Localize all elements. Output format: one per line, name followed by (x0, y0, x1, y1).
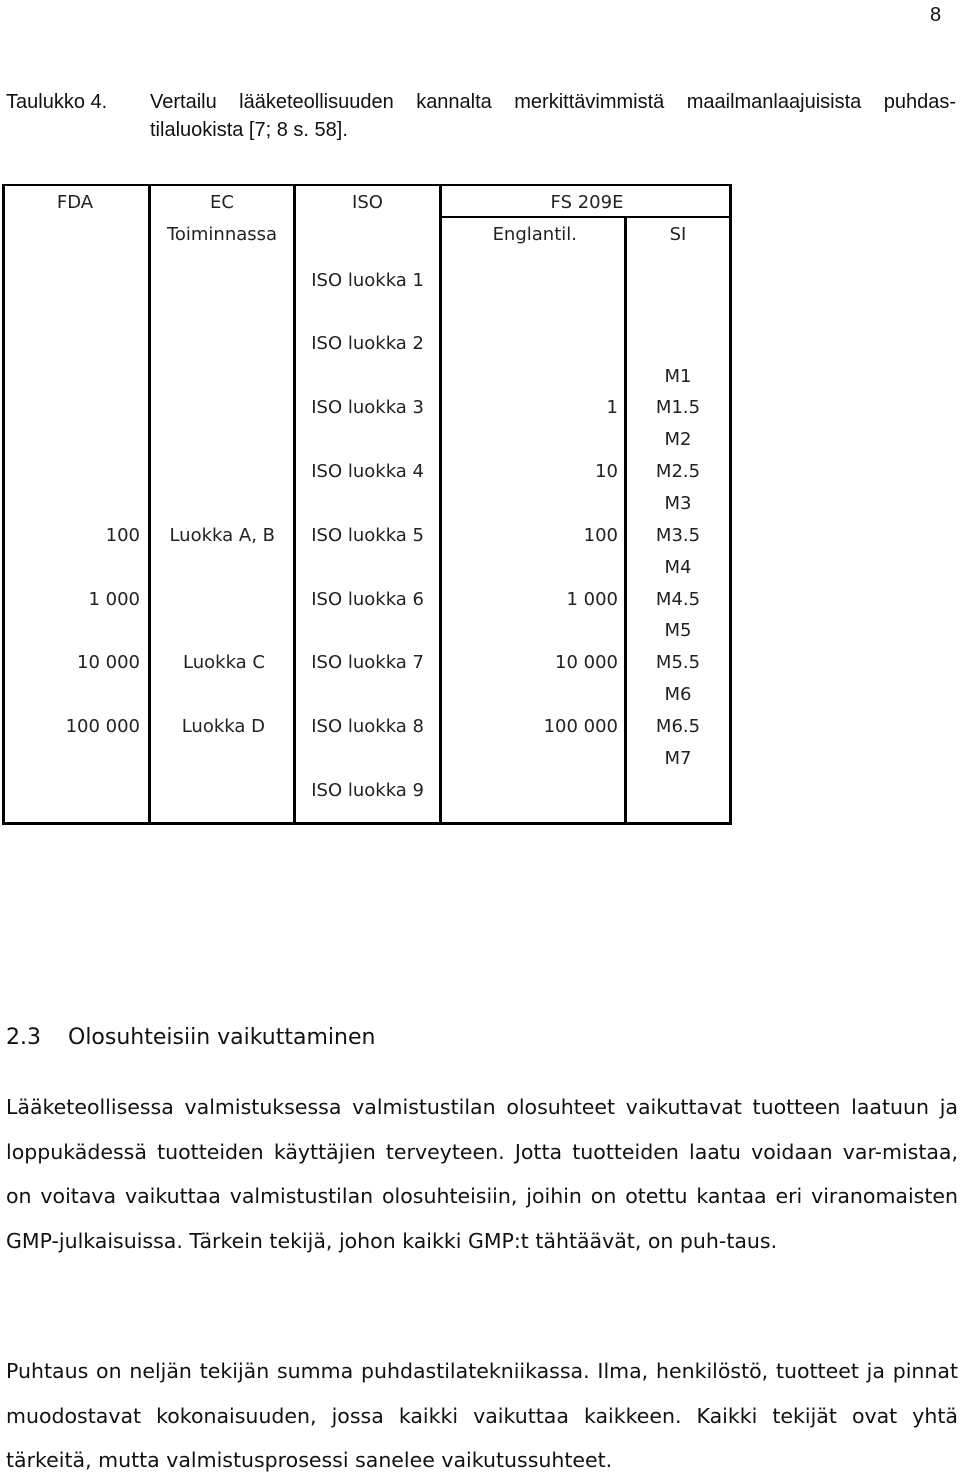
header-fs: FS 209E (550, 192, 624, 213)
si-class-cell: M4 (664, 557, 692, 578)
caption-text: Vertailu lääketeollisuuden kannalta merkittävimmistä maailmanlaajuisista puhdas-tilaluokista [7; 8 s. 58]. (150, 91, 956, 141)
english-class-cell: 10 (595, 461, 618, 482)
header-ec-sub: Toiminnassa (166, 224, 278, 245)
iso-class-cell: ISO luokka 5 (311, 525, 424, 546)
cleanroom-class-table (2, 184, 732, 824)
iso-class-cell: ISO luokka 9 (311, 780, 424, 801)
english-class-cell: 100 (583, 525, 618, 546)
iso-class-cell: ISO luokka 8 (311, 716, 424, 737)
si-class-cell: M6.5 (655, 716, 701, 737)
section-number: 2.3 (6, 1025, 41, 1050)
si-class-cell: M5.5 (655, 652, 701, 673)
si-class-cell: M1 (664, 366, 692, 387)
si-class-cell: M6 (664, 684, 692, 705)
si-class-cell: M4.5 (655, 589, 701, 610)
english-class-cell: 1 000 (566, 589, 618, 610)
si-class-cell: M2.5 (655, 461, 701, 482)
iso-class-cell: ISO luokka 4 (311, 461, 424, 482)
table-border-right (729, 184, 732, 824)
header-fda: FDA (56, 192, 94, 213)
header-ec: EC (210, 192, 234, 213)
fda-class-cell: 100 000 (65, 716, 140, 737)
fda-class-cell: 10 000 (77, 652, 140, 673)
body-paragraph-1: Lääketeollisessa valmistuksessa valmistustilan olosuhteet vaikuttavat tuotteen laatuun ja loppukädessä tuotteiden käyttäjien terveyteen. Jotta tuotteiden laatu voidaan var-mistaa, on voitava vaikuttaa valmistustilan olosuhteisiin, joihin on otettu kantaa eri viranomaisten GMP-julkaisuissa. Tärkein tekijä, johon kaikki GMP:t tähtäävät, on puh-taus. (6, 1095, 958, 1253)
caption-label: Taulukko 4. (6, 91, 108, 113)
iso-class-cell: ISO luokka 3 (311, 397, 424, 418)
page-number: 8 (930, 4, 942, 26)
si-class-cell: M7 (664, 748, 692, 769)
si-class-cell: M3.5 (655, 525, 701, 546)
ec-class-cell: Luokka D (181, 716, 265, 737)
iso-class-cell: ISO luokka 6 (311, 589, 424, 610)
iso-class-cell: ISO luokka 2 (311, 333, 424, 354)
si-class-cell: M3 (664, 493, 692, 514)
fda-class-cell: 1 000 (88, 589, 140, 610)
english-class-cell: 100 000 (543, 716, 618, 737)
header-fs-english: Englantil. (492, 224, 577, 245)
header-iso: ISO (352, 192, 383, 213)
ec-class-cell: Luokka A, B (169, 525, 275, 546)
english-class-cell: 1 (606, 397, 618, 418)
si-class-cell: M5 (664, 620, 692, 641)
english-class-cell: 10 000 (555, 652, 618, 673)
body-paragraph-2: Puhtaus on neljän tekijän summa puhdastilatekniikassa. Ilma, henkilöstö, tuotteet ja pinnat muodostavat kokonaisuuden, jossa kaikki vaikuttaa kaikkeen. Kaikki tekijät ovat yhtä tärkeitä, mutta valmistusprosessi sanelee vaikutussuhteet. (6, 1359, 958, 1472)
si-class-cell: M2 (664, 429, 692, 450)
ec-class-cell: Luokka C (183, 652, 265, 673)
table-border-bottom (2, 822, 732, 825)
iso-class-cell: ISO luokka 7 (311, 652, 424, 673)
section-title: Olosuhteisiin vaikuttaminen (68, 1025, 376, 1050)
iso-class-cell: ISO luokka 1 (311, 270, 424, 291)
header-fs-si: SI (669, 224, 687, 245)
fda-class-cell: 100 (105, 525, 140, 546)
si-class-cell: M1.5 (655, 397, 701, 418)
